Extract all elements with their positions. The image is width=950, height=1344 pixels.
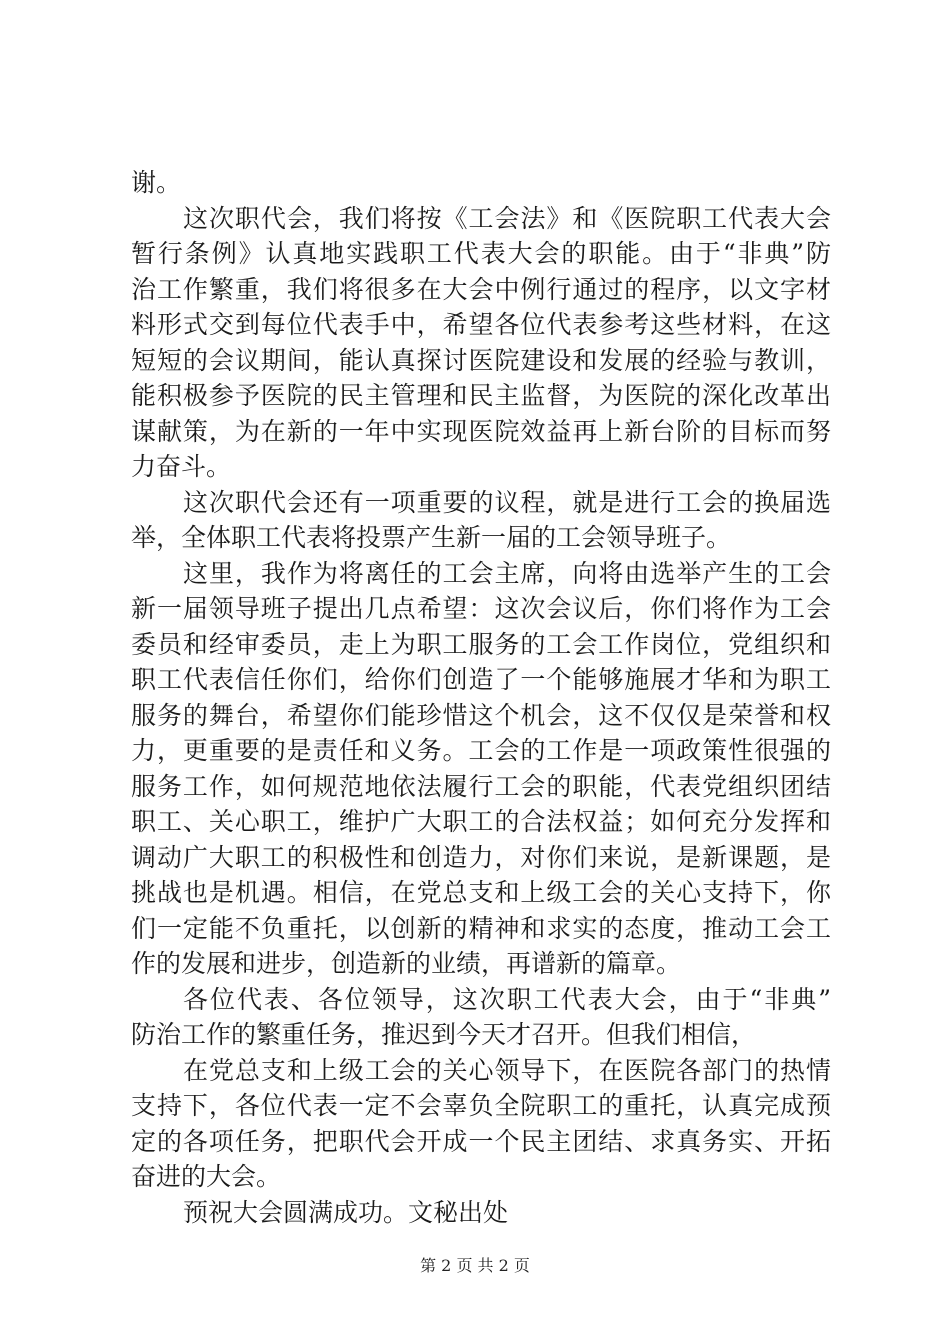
document-body [131, 165, 831, 1230]
text-line: 挑战也是机遇。相信，在党总支和上级工会的关心支持下，你 [131, 878, 831, 907]
text-line: 服务的舞台，希望你们能珍惜这个机会，这不仅仅是荣誉和权 [131, 700, 831, 730]
text-line: 力奋斗。 [131, 452, 232, 481]
text-line: 们一定能不负重托，以创新的精神和求实的态度，推动工会工 [131, 913, 831, 943]
text-line: 这里，我作为将离任的工会主席，向将由选举产生的工会 [183, 558, 831, 588]
text-line: 作的发展和进步，创造新的业绩，再谱新的篇章。 [131, 949, 682, 978]
text-line: 服务工作，如何规范地依法履行工会的职能，代表党组织团结 [131, 771, 831, 801]
text-line: 短短的会议期间，能认真探讨医院建设和发展的经验与教训， [131, 345, 831, 375]
text-line: 料形式交到每位代表手中，希望各位代表参考这些材料，在这 [131, 310, 831, 339]
text-line: 这次职代会还有一项重要的议程，就是进行工会的换届选 [183, 487, 831, 517]
text-line: 预祝大会圆满成功。文秘出处 [183, 1197, 509, 1227]
text-line: 职工代表信任你们，给你们创造了一个能够施展才华和为职工 [131, 665, 831, 694]
text-line: 支持下，各位代表一定不会辜负全院职工的重托，认真完成预 [131, 1091, 831, 1120]
text-line: 防治工作的繁重任务，推迟到今天才召开。但我们相信， [131, 1020, 757, 1049]
text-line: 委员和经审委员，走上为职工服务的工会工作岗位，党组织和 [131, 629, 831, 659]
text-line: 治工作繁重，我们将很多在大会中例行通过的程序，以文字材 [131, 274, 831, 304]
text-line: 这次职代会，我们将按《工会法》和《医院职工代表大会 [183, 203, 831, 233]
text-line: 职工、关心职工，维护广大职工的合法权益；如何充分发挥和 [131, 807, 831, 836]
text-line: 暂行条例》认真地实践职工代表大会的职能。由于“非典”防 [131, 239, 831, 268]
text-line: 谋献策，为在新的一年中实现医院效益再上新台阶的目标而努 [131, 416, 831, 446]
page-footer: 第 2 页 共 2 页 [420, 1256, 530, 1275]
text-line: 各位代表、各位领导，这次职工代表大会，由于“非典” [183, 984, 831, 1014]
text-line: 能积极参予医院的民主管理和民主监督，为医院的深化改革出 [131, 381, 831, 410]
text-line: 举，全体职工代表将投票产生新一届的工会领导班子。 [131, 523, 732, 552]
text-line: 调动广大职工的积极性和创造力，对你们来说，是新课题，是 [131, 842, 831, 872]
text-line: 在党总支和上级工会的关心领导下，在医院各部门的热情 [183, 1055, 831, 1085]
text-line: 力，更重要的是责任和义务。工会的工作是一项政策性很强的 [131, 736, 831, 765]
text-line: 定的各项任务，把职代会开成一个民主团结、求真务实、开拓 [131, 1126, 831, 1156]
text-line: 奋进的大会。 [131, 1162, 282, 1191]
text-line: 谢。 [131, 168, 182, 197]
text-line: 新一届领导班子提出几点希望：这次会议后，你们将作为工会 [131, 594, 831, 623]
